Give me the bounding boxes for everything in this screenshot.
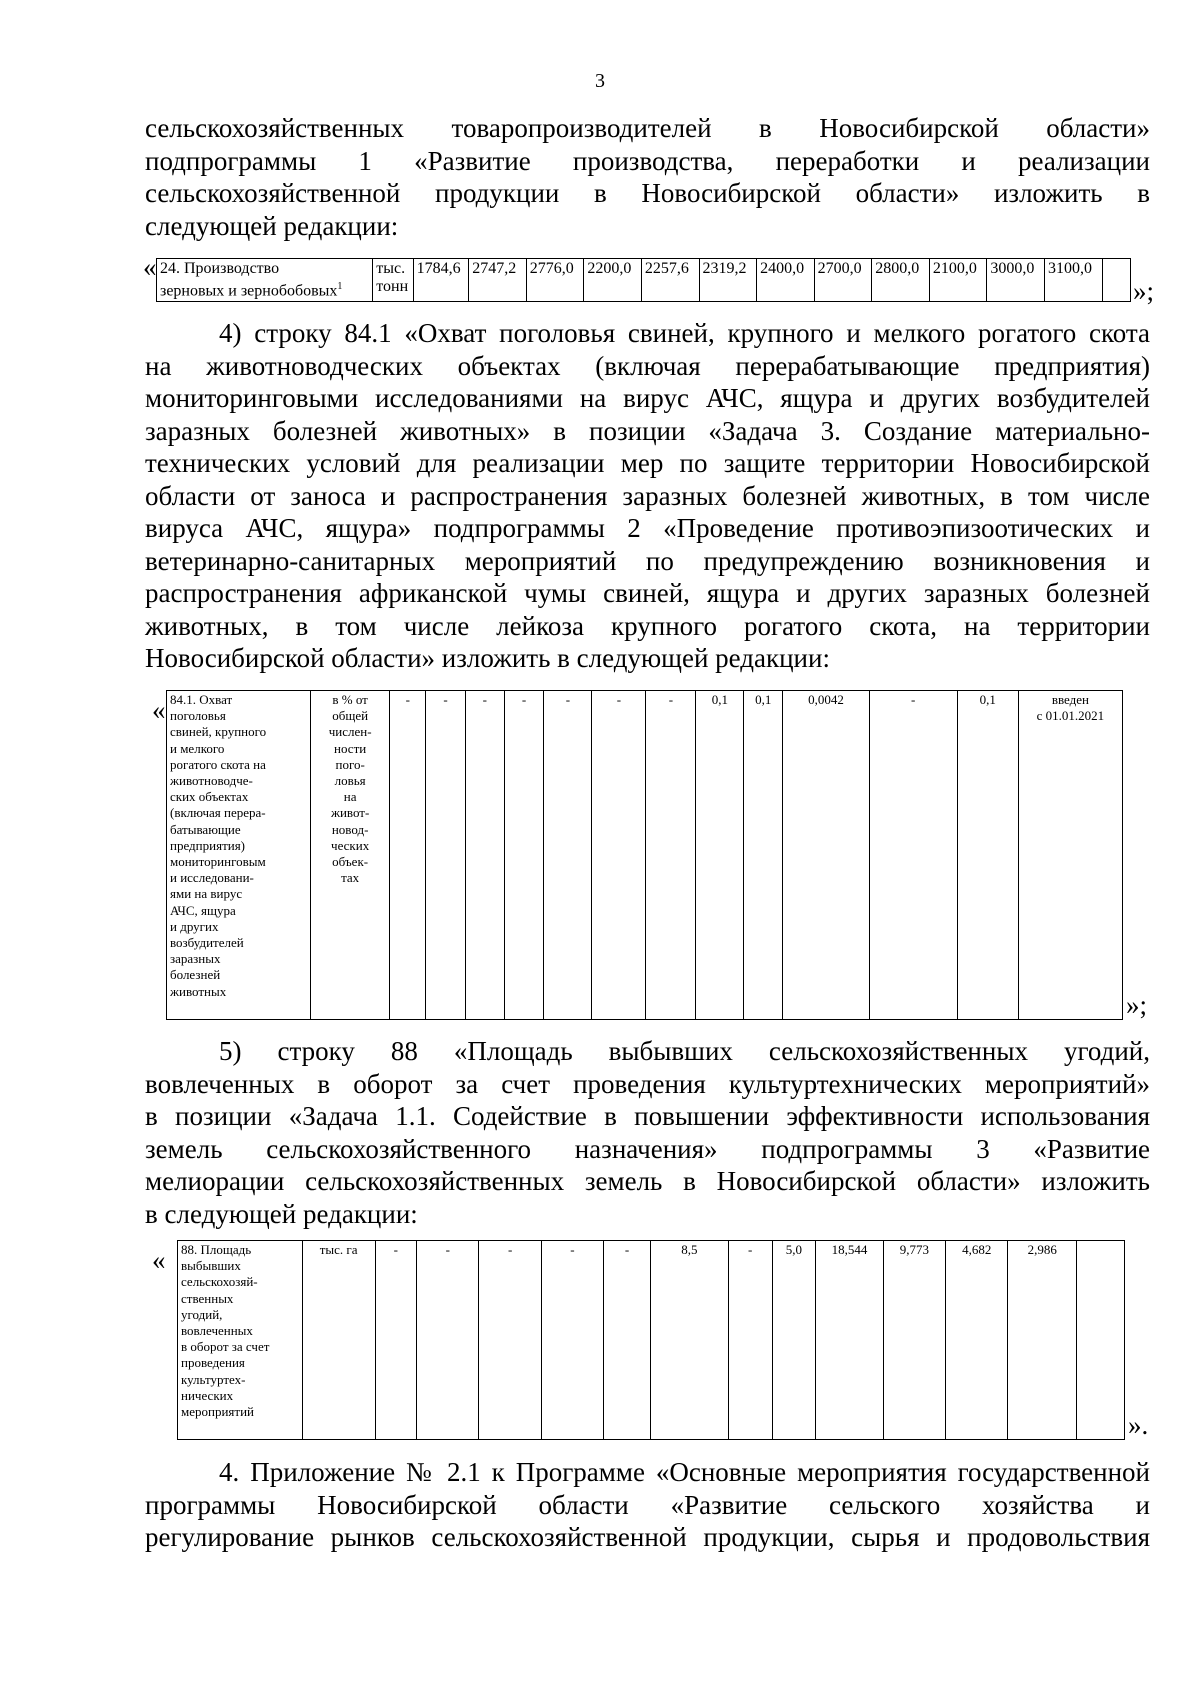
value-cell: 2,986 (1008, 1241, 1077, 1440)
value-cell: - (869, 691, 957, 1020)
unit-cell: тыс. га (302, 1241, 375, 1440)
open-quote: « (143, 252, 157, 282)
value-cell: 2700,0 (814, 259, 872, 302)
value-cell: 2257,6 (641, 259, 699, 302)
table-row-24 (156, 258, 1131, 302)
value-cell: 4,682 (946, 1241, 1008, 1440)
value-cell: 2200,0 (584, 259, 642, 302)
value-cell: 9,773 (883, 1241, 945, 1440)
value-cell: - (479, 1241, 541, 1440)
para-line: 4. Приложение № 2.1 к Программе «Основные мероприятия государственной (219, 1457, 1150, 1487)
close-quote: ». (1128, 1410, 1149, 1440)
para-line: вируса АЧС, ящура» подпрограммы 2 «Проведение противоэпизоотических и (145, 513, 1150, 543)
indicator-name: 88. Площадь выбывших сельскохозяй- ственных угодий, вовлеченных в оборот за счет проведения культуртех- нических мероприятий (178, 1241, 303, 1440)
value-cell: 2319,2 (699, 259, 757, 302)
para-line: мониторинговыми исследованиями на вирус АЧС, ящура и других возбудителей (145, 383, 1150, 413)
para-line: Новосибирской области» изложить в следующей редакции: (145, 643, 830, 673)
indicator-name: 84.1. Охват поголовья свиней, крупного и мелкого рогатого скота на животноводче- ских объектах (включая перера- батывающие предприятия) мониторинговым и исследовани- ями на вирус АЧС, ящура и других возбудителей заразных болезней животных (167, 691, 311, 1020)
value-cell: 2100,0 (929, 259, 987, 302)
unit-cell: в % от общей числен- ности пого- ловья на живот- новод- ческих объек- тах (310, 691, 390, 1020)
value-cell: - (592, 691, 646, 1020)
open-quote: « (152, 1245, 166, 1275)
para-line: земель сельскохозяйственного назначения» подпрограммы 3 «Развитие (145, 1133, 1150, 1164)
open-quote: « (152, 695, 166, 725)
value-cell: - (504, 691, 544, 1020)
value-cell: - (604, 1241, 651, 1440)
note-cell: введен с 01.01.2021 (1018, 691, 1122, 1020)
value-cell: 0,1 (696, 691, 744, 1020)
para-line: заразных болезней животных» в позиции «Задача 3. Создание материально- (145, 415, 1150, 446)
para-line: области от заноса и распространения заразных болезней животных, в том числе (145, 480, 1150, 511)
para-line: программы Новосибирской области «Развитие сельского хозяйства и (145, 1489, 1150, 1520)
paragraph-4 (145, 317, 1150, 675)
para-line: на животноводческих объектах (включая перерабатывающие предприятия) (145, 350, 1150, 381)
close-quote: »; (1133, 276, 1155, 306)
value-cell: 2400,0 (757, 259, 815, 302)
value-cell: 8,5 (650, 1241, 728, 1440)
paragraph-6 (145, 1456, 1150, 1554)
para-line: регулирование рынков сельскохозяйственной продукции, сырья и продовольствия (145, 1522, 1150, 1552)
page-number: 3 (595, 70, 605, 92)
paragraph-5 (145, 1035, 1150, 1230)
para-line: вовлеченных в оборот за счет проведения культуртехнических мероприятий» (145, 1068, 1150, 1099)
value-cell (1077, 1241, 1125, 1440)
value-cell: 2776,0 (526, 259, 584, 302)
para-line: 4) строку 84.1 «Охват поголовья свиней, крупного и мелкого рогатого скота (219, 318, 1150, 348)
para-line: в следующей редакции: (145, 1198, 418, 1229)
para-line: в позиции «Задача 1.1. Содействие в повышении эффективности использования (145, 1101, 1150, 1131)
value-cell: 0,0042 (783, 691, 870, 1020)
value-cell: - (417, 1241, 479, 1440)
value-cell: 1784,6 (413, 259, 469, 302)
indicator-name: 24. Производство зерновых и зернобобовых$^1$ (157, 259, 373, 302)
para-line: животных, в том числе лейкоза крупного рогатого скота, на территории (145, 610, 1150, 641)
value-cell: - (375, 1241, 417, 1440)
value-cell: - (646, 691, 696, 1020)
value-cell: - (390, 691, 426, 1020)
footnote-mark: 1 (337, 281, 343, 292)
para-line: мелиорации сельскохозяйственных земель в Новосибирской области» изложить (145, 1166, 1150, 1196)
value-cell: 3100,0 (1044, 259, 1102, 302)
para-line: распространения африканской чумы свиней, ящура и других заразных болезней (145, 578, 1150, 608)
table-row-88 (177, 1240, 1125, 1440)
intro-line: подпрограммы 1 «Развитие производства, переработки и реализации (145, 145, 1150, 176)
value-cell: - (541, 1241, 603, 1440)
value-cell (1102, 259, 1130, 302)
value-cell: 2800,0 (872, 259, 930, 302)
intro-line: сельскохозяйственной продукции в Новосибирской области» изложить в (145, 178, 1150, 208)
unit-cell: тыс. тонн (373, 259, 413, 302)
intro-paragraph (145, 112, 1150, 242)
value-cell: - (465, 691, 504, 1020)
value-cell: - (728, 1241, 772, 1440)
close-quote: »; (1126, 990, 1148, 1020)
value-cell: 5,0 (772, 1241, 816, 1440)
value-cell: 0,1 (744, 691, 783, 1020)
value-cell: 0,1 (957, 691, 1018, 1020)
value-cell: 18,544 (816, 1241, 884, 1440)
para-line: ветеринарно-санитарных мероприятий по предупреждению возникновения и (145, 545, 1150, 576)
value-cell: - (426, 691, 466, 1020)
intro-line: следующей редакции: (145, 210, 399, 241)
para-line: технических условий для реализации мер по защите территории Новосибирской (145, 448, 1150, 478)
table-row-84-1 (166, 690, 1123, 1020)
value-cell: 2747,2 (469, 259, 527, 302)
para-line: 5) строку 88 «Площадь выбывших сельскохозяйственных угодий, (219, 1036, 1150, 1066)
intro-line: сельскохозяйственных товаропроизводителей в Новосибирской области» (145, 113, 1150, 143)
value-cell: - (544, 691, 592, 1020)
value-cell: 3000,0 (987, 259, 1045, 302)
